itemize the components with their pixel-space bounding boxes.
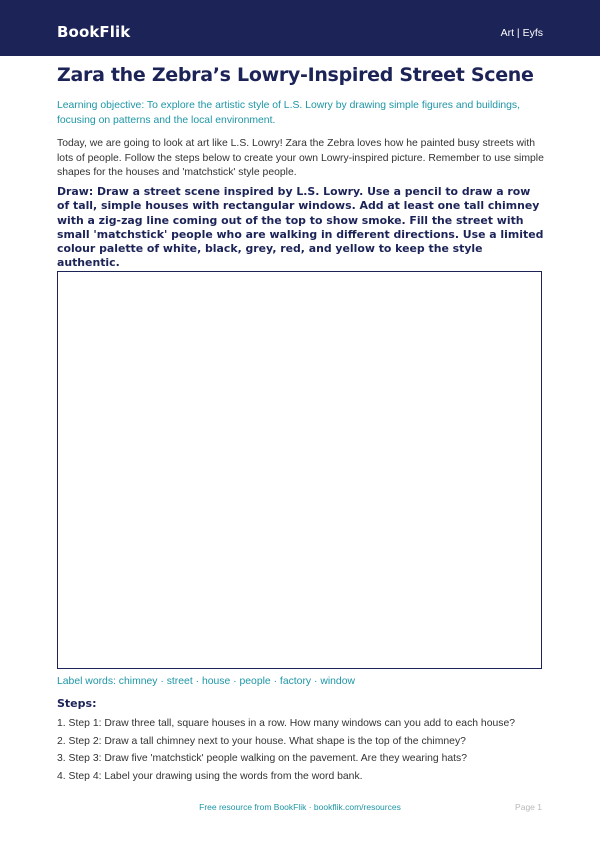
page-number: Page 1: [515, 802, 542, 812]
drawing-area[interactable]: [57, 271, 542, 669]
intro-text: Today, we are going to look at art like L.S. Lowry! Zara the Zebra loves how he painted busy streets with lots of people. Follow the steps below to create your own Lowry-inspired picture. Remember to use simple shapes for the houses and 'matchstick' style people.: [57, 138, 544, 178]
word-bank: Label words: chimney · street · house · people · factory · window: [57, 676, 355, 687]
header-bar: [0, 0, 600, 56]
step-item: 1. Step 1: Draw three tall, square houses in a row. How many windows can you add to each house?: [57, 718, 516, 729]
subject-label: Art | Eyfs: [500, 27, 543, 39]
step-item: 3. Step 3: Draw five 'matchstick' people walking on the pavement. Are they wearing hats?: [57, 753, 467, 764]
step-item: 4. Step 4: Label your drawing using the words from the word bank.: [57, 770, 363, 782]
brand-logo[interactable]: BookFlik: [57, 23, 131, 41]
steps-heading: Steps:: [57, 697, 97, 710]
step-item: 2. Step 2: Draw a tall chimney next to your house. What shape is the top of the chimney?: [57, 735, 466, 747]
draw-task: Draw: Draw a street scene inspired by L.S. Lowry. Use a pencil to draw a row of tall, simple houses with rectangular windows. Add at least one tall chimney with a zig-zag line coming out of the top to show smoke. Fill the street with small 'matchstick' people who are walking in different directions. Use a limited colour palette of white, black, grey, red, and yellow to keep the style authentic.: [57, 185, 544, 270]
footer-link[interactable]: Free resource from BookFlik · bookflik.com/resources: [199, 802, 401, 812]
page-title: Zara the Zebra’s Lowry-Inspired Street Scene: [57, 64, 534, 86]
steps-list: [57, 717, 547, 787]
learning-objective: Learning objective: To explore the artistic style of L.S. Lowry by drawing simple figures and buildings, focusing on patterns and the local environment.: [57, 100, 521, 126]
